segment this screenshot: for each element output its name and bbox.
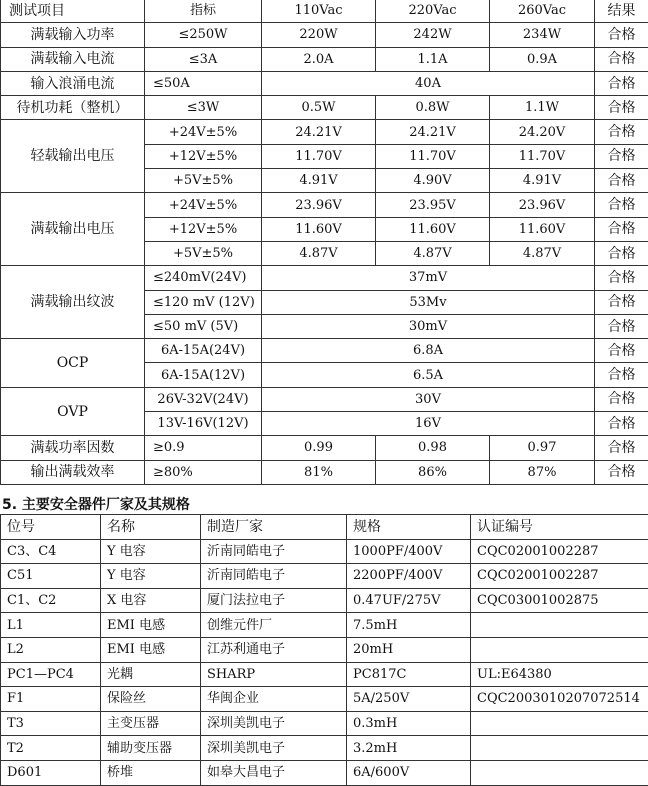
table-row bbox=[1, 266, 648, 290]
ref-cell: C1、C2 bbox=[1, 588, 101, 613]
merged-value-cell: 40A bbox=[262, 71, 595, 95]
merged-value-cell: 16V bbox=[262, 412, 595, 436]
value-220-cell: 4.90V bbox=[376, 169, 490, 193]
spec-cell: ≤250W bbox=[145, 23, 262, 47]
value-110-cell: 4.91V bbox=[262, 169, 376, 193]
ref-cell: T2 bbox=[1, 736, 101, 761]
manufacturer-cell: 江苏利通电子 bbox=[201, 637, 347, 662]
spec-cell: +24V±5% bbox=[145, 120, 262, 144]
value-220-cell: 0.98 bbox=[376, 436, 490, 460]
row-item-label: OCP bbox=[1, 339, 145, 388]
result-cell: 合格 bbox=[595, 290, 648, 314]
row-item-label: 输出满载效率 bbox=[1, 460, 145, 484]
manufacturer-cell: 深圳美凯电子 bbox=[201, 736, 347, 761]
value-220-cell: 24.21V bbox=[376, 120, 490, 144]
name-cell: X 电容 bbox=[101, 588, 201, 613]
header-result: 结果 bbox=[595, 0, 648, 23]
spec-cell: 2200PF/400V bbox=[347, 564, 471, 589]
header-260vac: 260Vac bbox=[490, 0, 595, 23]
merged-value-cell: 53Mv bbox=[262, 290, 595, 314]
table-row bbox=[1, 96, 648, 120]
spec-cell: 6A-15A(24V) bbox=[145, 339, 262, 363]
spec-cell: ≥0.9 bbox=[145, 436, 262, 460]
result-cell: 合格 bbox=[595, 23, 648, 47]
merged-value-cell: 6.8A bbox=[262, 339, 595, 363]
spec-cell: +24V±5% bbox=[145, 193, 262, 217]
row-item-label: 满载功率因数 bbox=[1, 436, 145, 460]
value-110-cell: 11.60V bbox=[262, 217, 376, 241]
spec-cell: 13V-16V(12V) bbox=[145, 412, 262, 436]
spec-cell: 0.47UF/275V bbox=[347, 588, 471, 613]
result-cell: 合格 bbox=[595, 96, 648, 120]
manufacturer-cell: 深圳美凯电子 bbox=[201, 711, 347, 736]
row-item-label: 轻载输出电压 bbox=[1, 120, 145, 193]
value-110-cell: 11.70V bbox=[262, 144, 376, 168]
table-row bbox=[1, 71, 648, 95]
spec-cell: 1000PF/400V bbox=[347, 539, 471, 564]
value-110-cell: 24.21V bbox=[262, 120, 376, 144]
cert-cell bbox=[471, 736, 648, 761]
spec-cell: 26V-32V(24V) bbox=[145, 387, 262, 411]
manufacturer-cell: 创维元件厂 bbox=[201, 613, 347, 638]
table-row bbox=[1, 711, 648, 736]
table-row bbox=[1, 120, 648, 144]
value-260-cell: 0.97 bbox=[490, 436, 595, 460]
value-220-cell: 11.70V bbox=[376, 144, 490, 168]
manufacturer-cell: 沂南同皓电子 bbox=[201, 539, 347, 564]
table-row bbox=[1, 613, 648, 638]
ref-cell: L1 bbox=[1, 613, 101, 638]
cert-cell bbox=[471, 637, 648, 662]
cert-cell bbox=[471, 613, 648, 638]
header-220vac: 220Vac bbox=[376, 0, 490, 23]
component-table bbox=[0, 514, 648, 786]
manufacturer-cell: 沂南同皓电子 bbox=[201, 564, 347, 589]
header-manufacturer: 制造厂家 bbox=[201, 515, 347, 540]
spec-cell: ≤50 mV (5V) bbox=[145, 314, 262, 338]
value-110-cell: 0.99 bbox=[262, 436, 376, 460]
ref-cell: C3、C4 bbox=[1, 539, 101, 564]
result-cell: 合格 bbox=[595, 120, 648, 144]
result-cell: 合格 bbox=[595, 71, 648, 95]
spec-cell: ≤3W bbox=[145, 96, 262, 120]
row-item-label: 满载输出电压 bbox=[1, 193, 145, 266]
result-cell: 合格 bbox=[595, 266, 648, 290]
ref-cell: L2 bbox=[1, 637, 101, 662]
table-row bbox=[1, 760, 648, 785]
table-row bbox=[1, 460, 648, 484]
result-cell: 合格 bbox=[595, 217, 648, 241]
result-cell: 合格 bbox=[595, 193, 648, 217]
manufacturer-cell: SHARP bbox=[201, 662, 347, 687]
name-cell: 保险丝 bbox=[101, 687, 201, 712]
spec-cell: 5A/250V bbox=[347, 687, 471, 712]
result-cell: 合格 bbox=[595, 387, 648, 411]
spec-cell: ≥80% bbox=[145, 460, 262, 484]
ref-cell: C51 bbox=[1, 564, 101, 589]
name-cell: EMI 电感 bbox=[101, 637, 201, 662]
result-cell: 合格 bbox=[595, 47, 648, 71]
name-cell: 主变压器 bbox=[101, 711, 201, 736]
result-cell: 合格 bbox=[595, 436, 648, 460]
table-row bbox=[1, 436, 648, 460]
row-item-label: 满载输入电流 bbox=[1, 47, 145, 71]
cert-cell: CQC2003010207072514 bbox=[471, 687, 648, 712]
value-260-cell: 234W bbox=[490, 23, 595, 47]
result-cell: 合格 bbox=[595, 339, 648, 363]
cert-cell bbox=[471, 711, 648, 736]
ref-cell: PC1—PC4 bbox=[1, 662, 101, 687]
row-item-label: 满载输入功率 bbox=[1, 23, 145, 47]
cert-cell bbox=[471, 760, 648, 785]
name-cell: 桥堆 bbox=[101, 760, 201, 785]
value-110-cell: 220W bbox=[262, 23, 376, 47]
result-cell: 合格 bbox=[595, 169, 648, 193]
ref-cell: D601 bbox=[1, 760, 101, 785]
result-cell: 合格 bbox=[595, 412, 648, 436]
value-260-cell: 23.96V bbox=[490, 193, 595, 217]
table-row bbox=[1, 339, 648, 363]
name-cell: Y 电容 bbox=[101, 564, 201, 589]
header-test-item: 测试项目 bbox=[1, 0, 145, 23]
row-item-label: 输入浪涌电流 bbox=[1, 71, 145, 95]
manufacturer-cell: 华闽企业 bbox=[201, 687, 347, 712]
value-220-cell: 0.8W bbox=[376, 96, 490, 120]
spec-cell: ≤120 mV (12V) bbox=[145, 290, 262, 314]
merged-value-cell: 37mV bbox=[262, 266, 595, 290]
value-110-cell: 0.5W bbox=[262, 96, 376, 120]
table-row bbox=[1, 193, 648, 217]
value-220-cell: 4.87V bbox=[376, 241, 490, 265]
value-260-cell: 1.1W bbox=[490, 96, 595, 120]
spec-cell: 20mH bbox=[347, 637, 471, 662]
header-spec: 规格 bbox=[347, 515, 471, 540]
value-220-cell: 11.60V bbox=[376, 217, 490, 241]
table-row bbox=[1, 736, 648, 761]
merged-value-cell: 30V bbox=[262, 387, 595, 411]
spec-cell: +5V±5% bbox=[145, 169, 262, 193]
header-cert: 认证编号 bbox=[471, 515, 648, 540]
value-260-cell: 11.70V bbox=[490, 144, 595, 168]
table-row bbox=[1, 23, 648, 47]
section-heading: 5. 主要安全器件厂家及其规格 bbox=[2, 494, 190, 514]
spec-cell: 6A/600V bbox=[347, 760, 471, 785]
ref-cell: T3 bbox=[1, 711, 101, 736]
value-110-cell: 23.96V bbox=[262, 193, 376, 217]
header-spec: 指标 bbox=[145, 0, 262, 23]
value-260-cell: 24.20V bbox=[490, 120, 595, 144]
spec-cell: 6A-15A(12V) bbox=[145, 363, 262, 387]
cert-cell: CQC02001002287 bbox=[471, 539, 648, 564]
cert-cell: CQC03001002875 bbox=[471, 588, 648, 613]
value-260-cell: 4.91V bbox=[490, 169, 595, 193]
value-260-cell: 4.87V bbox=[490, 241, 595, 265]
cert-cell: CQC02001002287 bbox=[471, 564, 648, 589]
spec-cell: ≤50A bbox=[145, 71, 262, 95]
header-name: 名称 bbox=[101, 515, 201, 540]
table-row bbox=[1, 387, 648, 411]
value-110-cell: 4.87V bbox=[262, 241, 376, 265]
spec-cell: 0.3mH bbox=[347, 711, 471, 736]
result-cell: 合格 bbox=[595, 460, 648, 484]
table-row bbox=[1, 564, 648, 589]
result-cell: 合格 bbox=[595, 144, 648, 168]
spec-cell: ≤3A bbox=[145, 47, 262, 71]
value-260-cell: 87% bbox=[490, 460, 595, 484]
table-row bbox=[1, 539, 648, 564]
value-220-cell: 1.1A bbox=[376, 47, 490, 71]
name-cell: EMI 电感 bbox=[101, 613, 201, 638]
header-ref: 位号 bbox=[1, 515, 101, 540]
merged-value-cell: 30mV bbox=[262, 314, 595, 338]
result-cell: 合格 bbox=[595, 241, 648, 265]
name-cell: Y 电容 bbox=[101, 539, 201, 564]
table-row bbox=[1, 687, 648, 712]
value-110-cell: 2.0A bbox=[262, 47, 376, 71]
spec-cell: +12V±5% bbox=[145, 217, 262, 241]
ref-cell: F1 bbox=[1, 687, 101, 712]
value-260-cell: 11.60V bbox=[490, 217, 595, 241]
spec-cell: 3.2mH bbox=[347, 736, 471, 761]
spec-cell: ≤240mV(24V) bbox=[145, 266, 262, 290]
name-cell: 辅助变压器 bbox=[101, 736, 201, 761]
manufacturer-cell: 厦门法拉电子 bbox=[201, 588, 347, 613]
table-row bbox=[1, 588, 648, 613]
row-item-label: 待机功耗（整机） bbox=[1, 96, 145, 120]
spec-cell: +5V±5% bbox=[145, 241, 262, 265]
spec-cell: +12V±5% bbox=[145, 144, 262, 168]
merged-value-cell: 6.5A bbox=[262, 363, 595, 387]
row-item-label: OVP bbox=[1, 387, 145, 436]
result-cell: 合格 bbox=[595, 363, 648, 387]
value-220-cell: 23.95V bbox=[376, 193, 490, 217]
value-220-cell: 242W bbox=[376, 23, 490, 47]
header-row bbox=[1, 0, 648, 23]
value-110-cell: 81% bbox=[262, 460, 376, 484]
table-row bbox=[1, 662, 648, 687]
table-row bbox=[1, 637, 648, 662]
manufacturer-cell: 如皋大昌电子 bbox=[201, 760, 347, 785]
header-row bbox=[1, 515, 648, 540]
spec-cell: 7.5mH bbox=[347, 613, 471, 638]
spec-cell: PC817C bbox=[347, 662, 471, 687]
header-110vac: 110Vac bbox=[262, 0, 376, 23]
row-item-label: 满载输出纹波 bbox=[1, 266, 145, 339]
cert-cell: UL:E64380 bbox=[471, 662, 648, 687]
value-220-cell: 86% bbox=[376, 460, 490, 484]
name-cell: 光耦 bbox=[101, 662, 201, 687]
result-cell: 合格 bbox=[595, 314, 648, 338]
value-260-cell: 0.9A bbox=[490, 47, 595, 71]
table-row bbox=[1, 47, 648, 71]
